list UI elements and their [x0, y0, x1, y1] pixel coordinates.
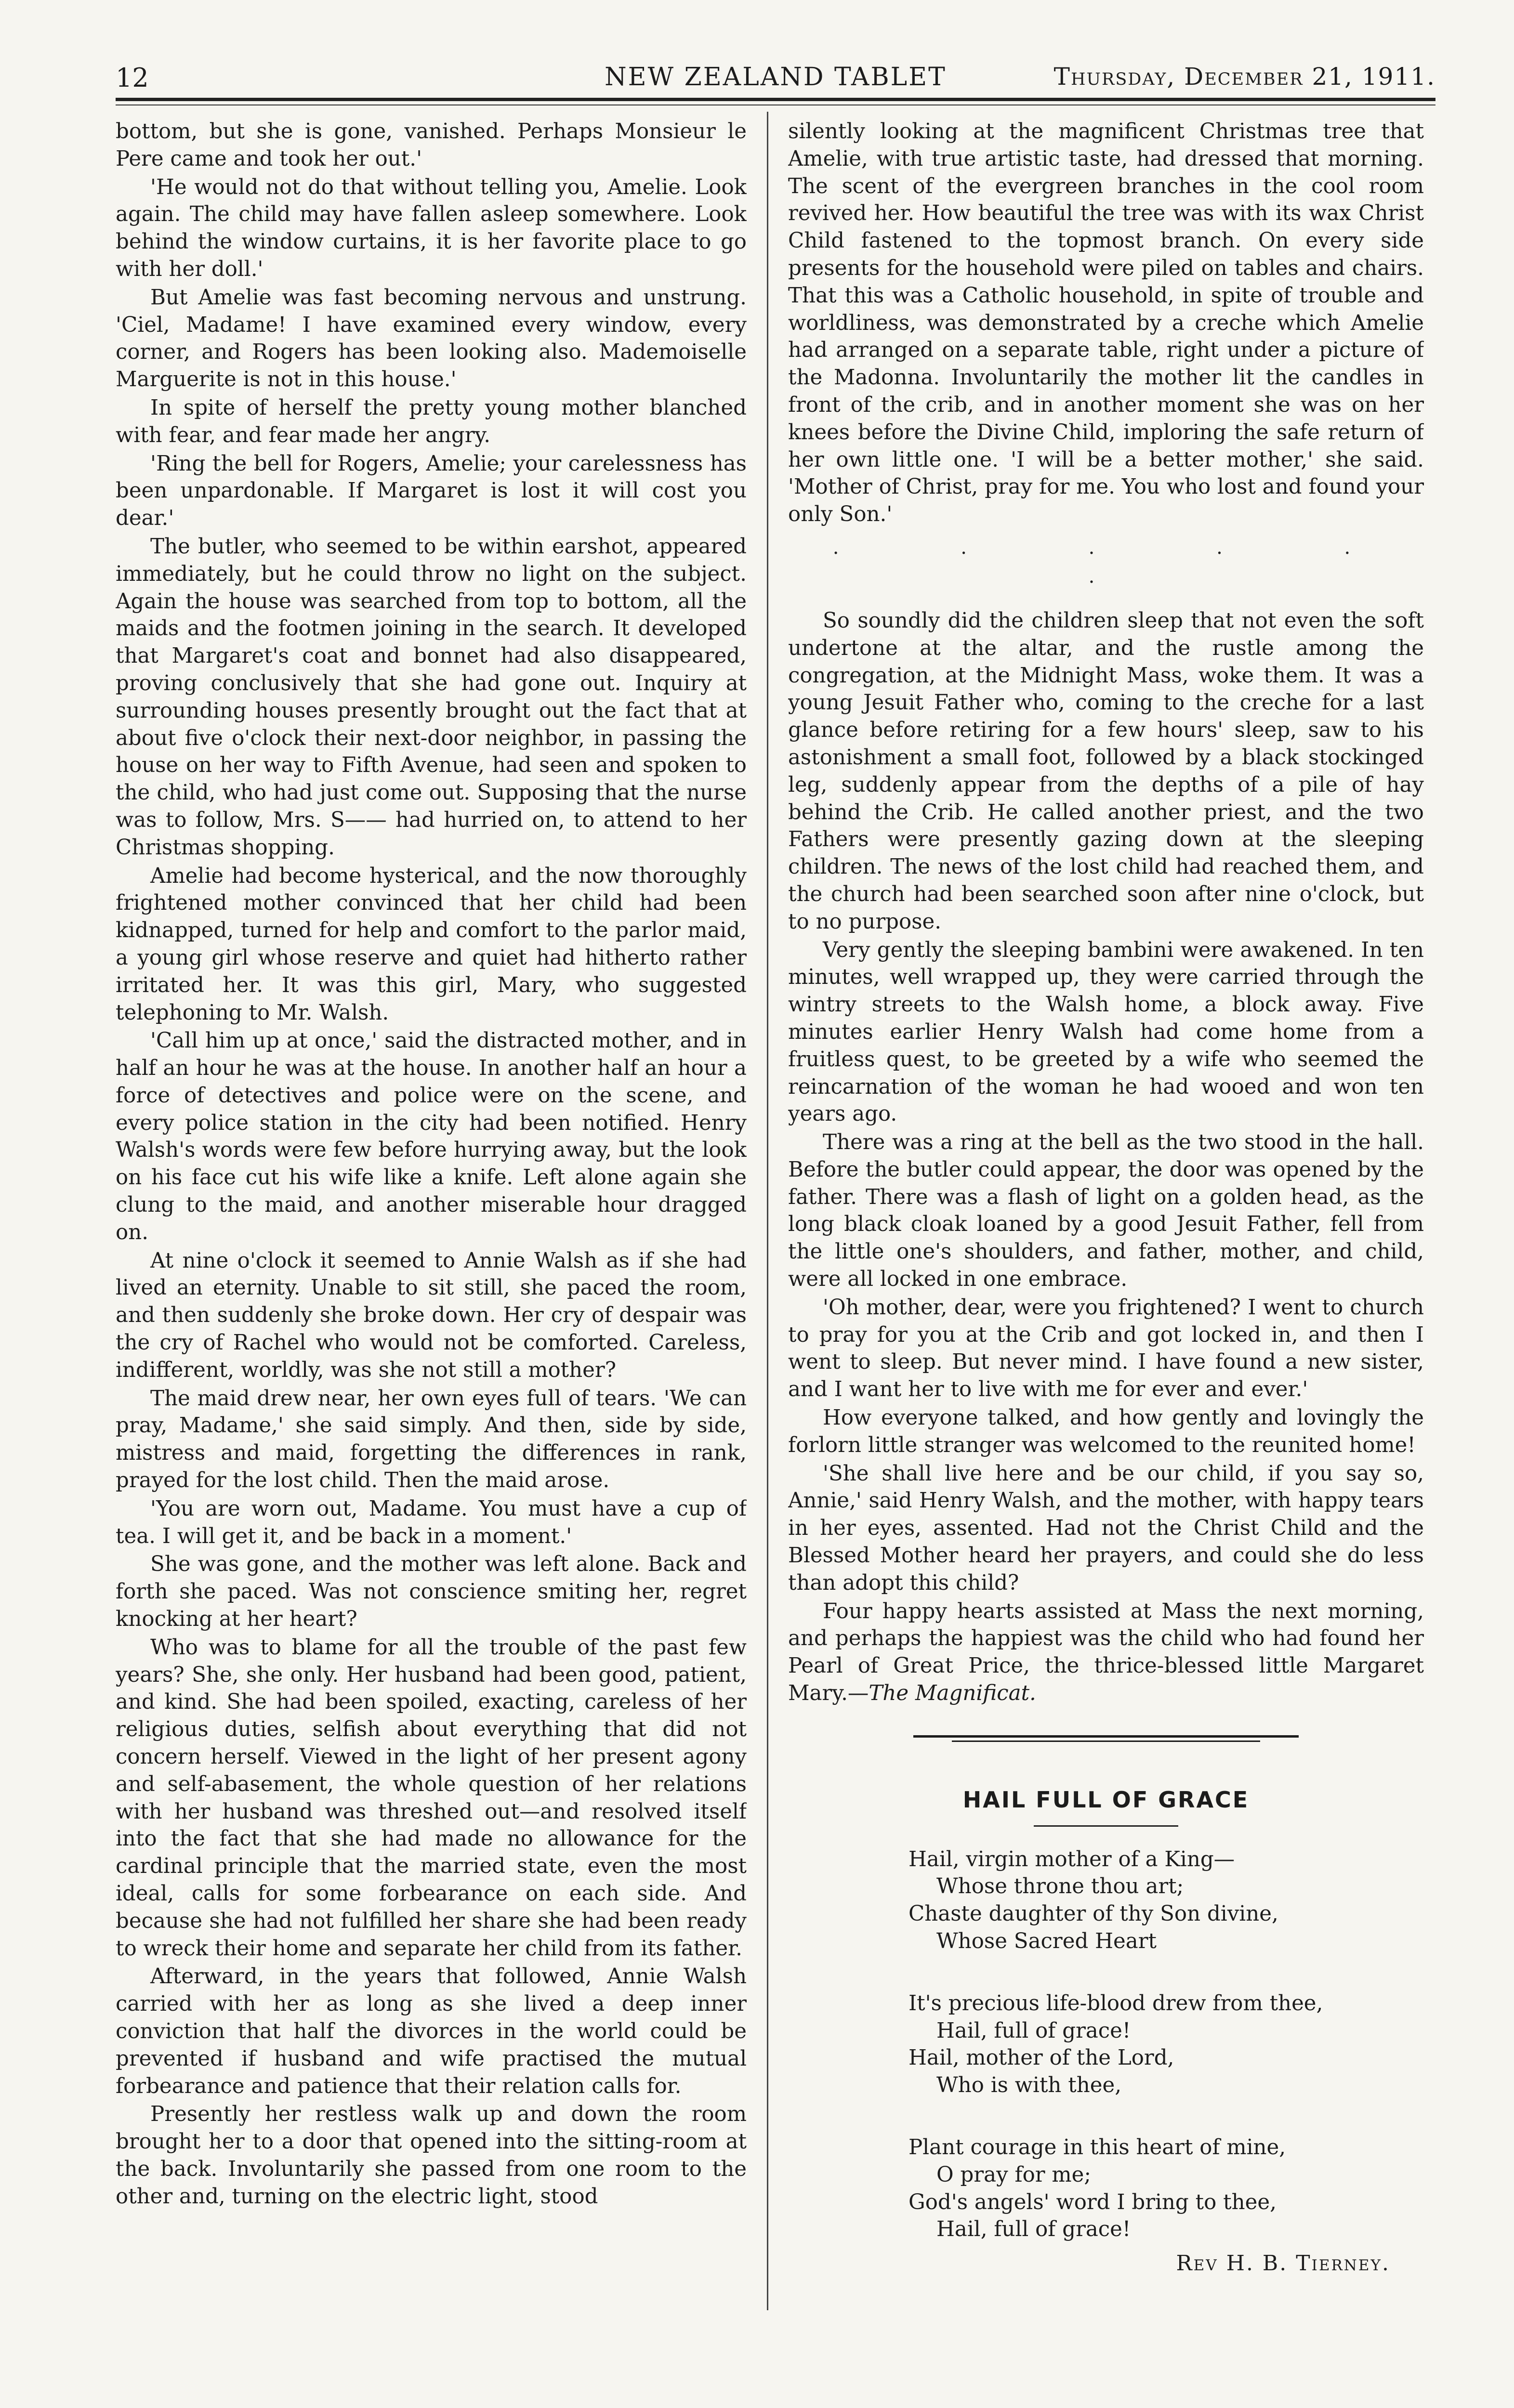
paragraph: But Amelie was fast becoming nervous and unstrung. 'Ciel, Madame! I have examined every window, every corner, and Rogers has been looking also. Mademoiselle Marguerite is not in this house.' [116, 285, 747, 392]
poem-line: O pray for me; [936, 2162, 1092, 2187]
poem-author: Rev H. B. Tierney. [1176, 2251, 1390, 2276]
paragraph: The butler, who seemed to be within earshot, appeared immediately, but he could throw no light on the subject. Again the house was searched from top to bottom, all the maids and the footmen joining in the search. It developed that Margaret's coat and bonnet had also disappeared, proving conclusively that she had gone out. Inquiry at surrounding houses presently brought out the fact that at about five o'clock their next-door neighbor, in passing the house on her way to Fifth Avenue, had seen and spoken to the child, who had just come out. Supposing that the nurse was to follow, Mrs. S—— had hurried on, to attend to her Christmas shopping. [116, 534, 747, 860]
paragraph: 'Ring the bell for Rogers, Amelie; your carelessness has been unpardonable. If Margaret is lost it will cost you dear.' [116, 451, 747, 531]
paragraph: At nine o'clock it seemed to Annie Walsh as if she had lived an eternity. Unable to sit still, she paced the room, and then suddenly she broke down. Her cry of despair was the cry of Rachel who would not be comforted. Careless, indifferent, worldly, was she not still a mother? [116, 1248, 747, 1382]
page-number: 12 [116, 63, 149, 93]
paragraph: 'Oh mother, dear, were you frightened? I went to church to pray for you at the Crib and got locked in, and then I went to sleep. But never mind. I have found a new sister, and I want her to live with me for ever and ever.' [788, 1295, 1424, 1402]
poem-line: Hail, virgin mother of a King— [908, 1847, 1235, 1871]
poem-line: It's precious life-blood drew from thee, [908, 1991, 1323, 2015]
poem-line: Whose throne thou art; [936, 1874, 1184, 1899]
masthead: NEW ZEALAND TABLET [605, 63, 947, 92]
final-paragraph-text: Four happy hearts assisted at Mass the next morning, and perhaps the happiest was the child who had found her Pearl of Great Price, the thrice-blessed little Margaret Mary.— [788, 1599, 1424, 1706]
paragraph: 'He would not do that without telling you, Amelie. Look again. The child may have fallen asleep somewhere. Look behind the window curtains, it is her favorite place to go with her doll.' [116, 175, 747, 281]
poem-line: Hail, full of grace! [936, 2018, 1131, 2043]
header-rule-thick [116, 98, 1435, 101]
paragraph: The maid drew near, her own eyes full of tears. 'We can pray, Madame,' she said simply. And then, side by side, mistress and maid, forgetting the differences in rank, prayed for the lost child. Then the maid arose. [116, 1386, 747, 1493]
paragraph: Amelie had become hysterical, and the now thoroughly frightened mother convinced that her child had been kidnapped, turned for help and comfort to the parlor maid, a young girl whose reserve and quiet had hitherto rather irritated her. It was this girl, Mary, who suggested telephoning to Mr. Walsh. [116, 864, 747, 1025]
poem-stanza [908, 1990, 1424, 2099]
poem-title-rule [1034, 1825, 1178, 1827]
poem-line: Who is with thee, [936, 2073, 1122, 2098]
poem-title: HAIL FULL OF GRACE [962, 1786, 1250, 1813]
source-credit: The Magnificat. [869, 1681, 1036, 1706]
paragraph: 'Call him up at once,' said the distracted mother, and in half an hour he was at the house. In another half an hour a force of detectives and police were on the scene, and every police station in the city had been notified. Henry Walsh's words were few before hurrying away, but the look on his face cut his wife like a knife. Left alone again she clung to the maid, and another miserable hour dragged on. [116, 1029, 747, 1244]
paragraph: There was a ring at the bell as the two stood in the hall. Before the butler could appear, the door was opened by the father. There was a flash of light on a golden head, as the long black cloak loaned by a good Jesuit Father, fell from the little one's shoulders, and father, mother, and child, were all locked in one embrace. [788, 1130, 1424, 1292]
dateline: Thursday, December 21, 1911. [1053, 63, 1435, 91]
poem-line: God's angels' word I bring to thee, [908, 2190, 1277, 2214]
paragraph: silently looking at the magnificent Christmas tree that Amelie, with true artistic taste, had dressed that morning. The scent of the evergreen branches in the cool room revived her. How beautiful the tree was with its wax Christ Child fastened to the topmost branch. On every side presents for the household were piled on tables and chairs. That this was a Catholic household, in spite of trouble and worldliness, was demonstrated by a creche which Amelie had arranged on a separate table, right under a picture of the Madonna. Involuntarily the mother lit the candles in front of the crib, and in another moment she was on her knees before the Divine Child, imploring the safe return of her own little one. 'I will be a better mother,' she said. 'Mother of Christ, pray for me. You who lost and found your only Son.' [788, 119, 1424, 527]
paragraph: In spite of herself the pretty young mother blanched with fear, and fear made her angry. [116, 395, 747, 447]
paragraph: Afterward, in the years that followed, Annie Walsh carried with her as long as she lived a deep inner conviction that half the divorces in the world could be prevented if husband and wife practised the mutual forbearance and patience that their relation calls for. [116, 1964, 747, 2098]
paragraph: Who was to blame for all the trouble of the past few years? She, she only. Her husband had been good, patient, and kind. She had been spoiled, exacting, careless of her religious duties, selfish about everything that did not concern herself. Viewed in the light of her present agony and self-abasement, the whole question of her relations with her husband was threshed out—and resolved itself into the fact that she had made no allowance for the cardinal principle that the married state, even the most ideal, calls for some forbearance on each side. And because she had not fulfilled her share she had been ready to wreck their home and separate her child from its father. [116, 1635, 747, 1961]
paragraph: How everyone talked, and how gently and lovingly the forlorn little stranger was welcomed to the reunited home! [788, 1406, 1424, 1457]
article-end-rule [913, 1735, 1299, 1742]
paragraph: 'You are worn out, Madame. You must have a cup of tea. I will get it, and be back in a moment.' [116, 1496, 747, 1548]
poem-line: Hail, mother of the Lord, [908, 2046, 1174, 2070]
poem-line: Hail, full of grace! [936, 2217, 1131, 2242]
poem-line: Chaste daughter of thy Son divine, [908, 1902, 1278, 1926]
poem-stanza [908, 1846, 1424, 1955]
left-column [116, 118, 747, 2314]
right-column [788, 118, 1424, 2314]
paragraph: bottom, but she is gone, vanished. Perhaps Monsieur le Pere came and took her out.' [116, 119, 747, 171]
paragraph: Presently her restless walk up and down the room brought her to a door that opened into the sitting-room at the back. Involuntarily she passed from one room to the other and, turning on the electric light, stood [116, 2102, 747, 2209]
poem-line: Whose Sacred Heart [936, 1929, 1157, 1954]
column-divider [767, 112, 768, 2310]
poem [908, 1846, 1424, 2244]
poem-stanza [908, 2134, 1424, 2243]
poem-line: Plant courage in this heart of mine, [908, 2135, 1286, 2159]
section-break: . . . . . . [832, 536, 1409, 588]
final-paragraph [788, 1598, 1424, 1707]
paragraph: Very gently the sleeping bambini were awakened. In ten minutes, well wrapped up, they were carried through the wintry streets to the Walsh home, a block away. Five minutes earlier Henry Walsh had come home from a fruitless quest, to be greeted by a wife who seemed the reincarnation of the woman he had wooed and won ten years ago. [788, 938, 1424, 1126]
paragraph: She was gone, and the mother was left alone. Back and forth she paced. Was not conscience smiting her, regret knocking at her heart? [116, 1552, 747, 1632]
paragraph: 'She shall live here and be our child, if you say so, Annie,' said Henry Walsh, and the mother, with happy tears in her eyes, assented. Had not the Christ Child and the Blessed Mother heard her prayers, and could she do less than adopt this child? [788, 1461, 1424, 1595]
paragraph: So soundly did the children sleep that not even the soft undertone at the altar, and the rustle among the congregation, at the Midnight Mass, woke them. It was a young Jesuit Father who, coming to the creche for a last glance before retiring for a few hours' sleep, saw to his astonishment a small foot, followed by a black stockinged leg, suddenly appear from the depths of a pile of hay behind the Crib. He called another priest, and the two Fathers were presently gazing down at the sleeping children. The news of the lost child had reached them, and the church had been searched soon after nine o'clock, but to no purpose. [788, 608, 1424, 934]
